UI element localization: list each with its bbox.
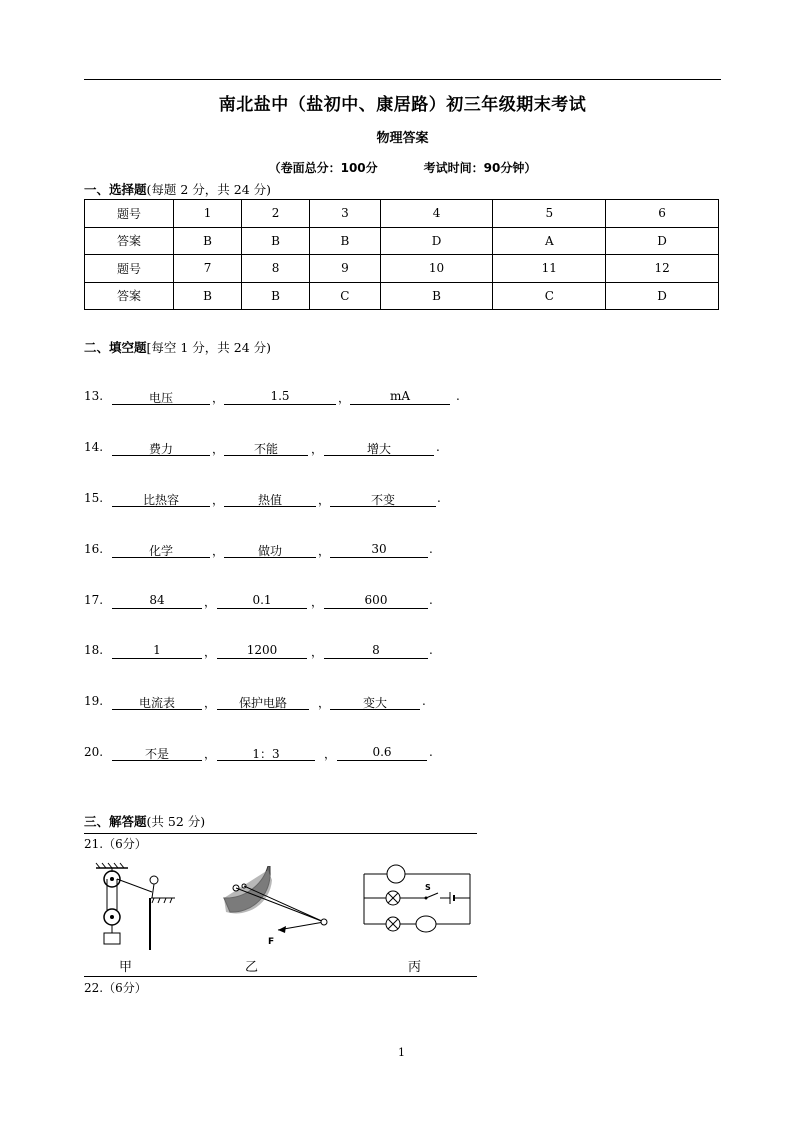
question-21-label: 21.（6分）: [84, 837, 147, 851]
answer-blank: 增大: [324, 440, 434, 456]
table-row: [85, 200, 719, 228]
table-cell: D: [606, 282, 719, 310]
table-cell: 答案: [85, 282, 174, 310]
section2-title: 二、填空题[每空 1 分，共 24 分): [84, 340, 272, 355]
answer-blank: 电压: [112, 389, 210, 405]
fill-item: 20. 不是 ， 1：3 ， 0.6 .: [84, 745, 433, 761]
table-cell: 4: [380, 200, 493, 228]
table-cell: 2: [242, 200, 310, 228]
switch-label: S: [425, 883, 431, 892]
fill-item: 13. 电压 ， 1.5 ， mA .: [84, 389, 460, 405]
table-cell: B: [310, 227, 381, 255]
table-cell: 7: [174, 255, 242, 283]
page-number: 1: [398, 1046, 405, 1059]
section1-title: 一、选择题(每题 2 分，共 24 分): [84, 182, 272, 197]
circuit-diagram: [360, 862, 475, 940]
table-cell: 12: [606, 255, 719, 283]
lever-diagram: [220, 866, 340, 946]
answer-blank: 不能: [224, 440, 308, 456]
answer-blank: 做功: [224, 542, 316, 558]
table-row: [85, 255, 719, 283]
exam-info: [84, 159, 721, 176]
answer-blank: 电流表: [112, 694, 202, 710]
table-cell: B: [242, 282, 310, 310]
table-cell: B: [380, 282, 493, 310]
table-cell: 1: [174, 200, 242, 228]
caption-jia: 甲: [119, 960, 133, 975]
caption-yi: 乙: [245, 960, 259, 975]
table-cell: 题号: [85, 255, 174, 283]
force-label: F: [268, 937, 275, 946]
table-cell: 11: [493, 255, 606, 283]
answer-table: [84, 199, 719, 310]
table-cell: 8: [242, 255, 310, 283]
table-cell: 答案: [85, 227, 174, 255]
section3-title: 三、解答题(共 52 分): [84, 814, 206, 829]
answer-blank: 不是: [112, 745, 202, 761]
table-cell: C: [493, 282, 606, 310]
answer-blank: 0.1: [217, 593, 307, 609]
answer-blank: 1.5: [224, 389, 336, 405]
answer-blank: 保护电路: [217, 694, 309, 710]
pulley-diagram: [90, 858, 185, 953]
section3-top-rule: [84, 833, 477, 834]
answer-blank: 0.6: [337, 745, 427, 761]
answer-blank: 1：3: [217, 745, 315, 761]
answer-blank: 84: [112, 593, 202, 609]
table-cell: B: [174, 282, 242, 310]
answer-blank: 热值: [224, 491, 316, 507]
answer-blank: mA: [350, 389, 450, 405]
table-cell: 10: [380, 255, 493, 283]
fill-item: 16. 化学 ， 做功 ， 30 .: [84, 542, 433, 558]
table-cell: D: [606, 227, 719, 255]
section3-bottom-rule: [84, 976, 477, 977]
fill-item: 15. 比热容 ， 热值 ， 不变 .: [84, 491, 441, 507]
table-row: [85, 227, 719, 255]
answer-blank: 600: [324, 593, 428, 609]
table-cell: B: [242, 227, 310, 255]
table-cell: C: [310, 282, 381, 310]
answer-blank: 费力: [112, 440, 210, 456]
caption-bing: 丙: [408, 960, 422, 975]
table-cell: 题号: [85, 200, 174, 228]
table-cell: 9: [310, 255, 381, 283]
answer-blank: 1200: [217, 643, 307, 659]
answer-blank: 8: [324, 643, 428, 659]
page-title: 南北盐中（盐初中、康居路）初三年级期末考试: [218, 95, 587, 115]
fill-item: 18. 1 ， 1200 ， 8 .: [84, 643, 433, 659]
answer-blank: 变大: [330, 694, 420, 710]
table-cell: 5: [493, 200, 606, 228]
answer-blank: 比热容: [112, 491, 210, 507]
table-cell: A: [493, 227, 606, 255]
table-cell: 6: [606, 200, 719, 228]
table-row: [85, 282, 719, 310]
question-22-label: 22.（6分）: [84, 981, 147, 995]
exam-time: 考试时间：90分钟）: [423, 161, 537, 175]
answer-blank: 30: [330, 542, 428, 558]
answer-blank: 化学: [112, 542, 210, 558]
page-subtitle: 物理答案: [376, 131, 429, 146]
table-cell: B: [174, 227, 242, 255]
total-score: （卷面总分：100分: [268, 161, 378, 175]
header-rule: [84, 79, 721, 80]
answer-blank: 1: [112, 643, 202, 659]
fill-item: 14. 费力 ， 不能 ， 增大 .: [84, 440, 440, 456]
fill-item: 17. 84 ， 0.1 ， 600 .: [84, 593, 433, 609]
table-cell: 3: [310, 200, 381, 228]
fill-item: 19. 电流表 ， 保护电路 ， 变大 .: [84, 694, 426, 710]
answer-blank: 不变: [330, 491, 436, 507]
table-cell: D: [380, 227, 493, 255]
